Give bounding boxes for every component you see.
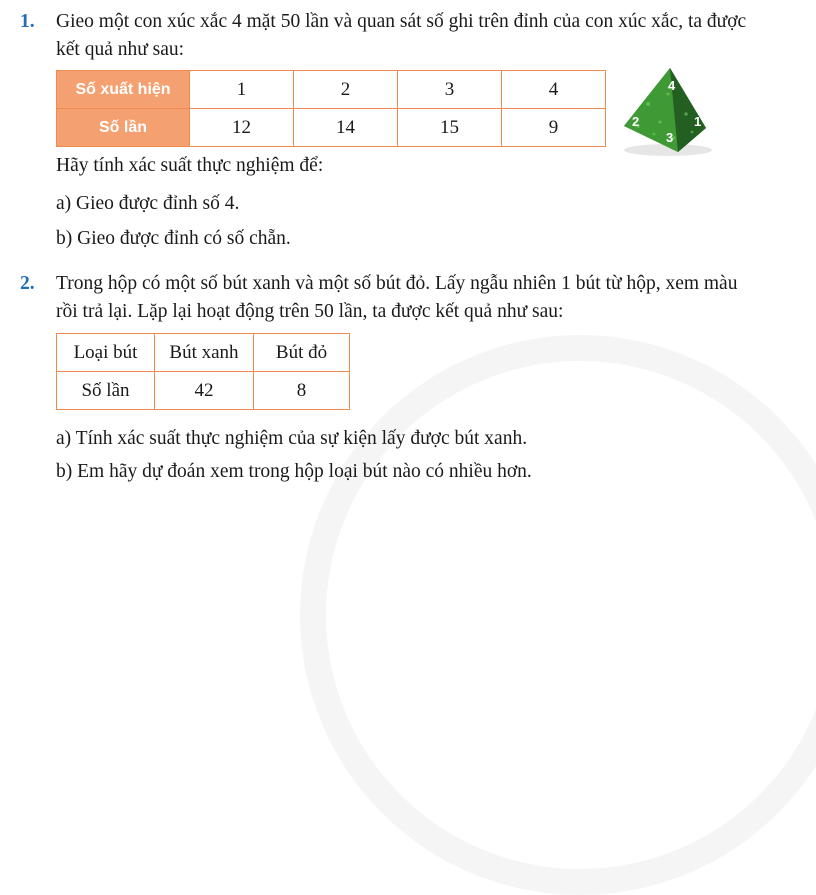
four-sided-die-icon	[608, 64, 718, 160]
problem-1-part-a: a) Gieo được đỉnh số 4.	[56, 193, 240, 214]
table-cell: 14	[294, 109, 398, 147]
table-row	[57, 71, 606, 109]
table-row	[57, 109, 606, 147]
problem-2-part-b: b) Em hãy dự đoán xem trong hộp loại bút nào có nhiều hơn.	[56, 461, 532, 482]
table-cell: Số lần	[57, 372, 155, 410]
table-row	[57, 334, 350, 372]
table-cell: 15	[398, 109, 502, 147]
die-label: 4	[668, 78, 676, 93]
problem-1	[20, 8, 796, 64]
table-header-cell: Loại bút	[57, 334, 155, 372]
dice-results-table	[56, 70, 606, 147]
problem-2-number: 2.	[20, 273, 35, 294]
problem-1-statement	[20, 8, 796, 36]
problem-2-text-line1: Trong hộp có một số bút xanh và một số bút đỏ. Lấy ngẫu nhiên 1 bút từ hộp, xem màu	[56, 273, 738, 294]
table-cell: 12	[190, 109, 294, 147]
table-row-header: Số lần	[57, 109, 190, 147]
background-watermark	[300, 335, 816, 895]
problem-2-statement	[20, 270, 796, 298]
problem-1-part-b: b) Gieo được đỉnh có số chẵn.	[56, 228, 291, 249]
problem-2	[20, 270, 796, 326]
table-header-cell: Bút xanh	[155, 334, 254, 372]
table-header-cell: Bút đỏ	[254, 334, 350, 372]
problem-2-text-line2: rồi trả lại. Lặp lại hoạt động trên 50 lần, ta được kết quả như sau:	[56, 301, 564, 322]
table-row-header: Số xuất hiện	[57, 71, 190, 109]
table-cell: 9	[502, 109, 606, 147]
problem-1-prompt: Hãy tính xác suất thực nghiệm để:	[56, 155, 324, 176]
table-cell: 4	[502, 71, 606, 109]
die-label: 3	[666, 130, 674, 145]
problem-1-text-line2: kết quả như sau:	[56, 39, 185, 60]
pen-results-table	[56, 333, 350, 410]
table-row	[57, 372, 350, 410]
die-label: 1	[694, 114, 702, 129]
problem-1-text-line1: Gieo một con xúc xắc 4 mặt 50 lần và quan sát số ghi trên đỉnh của con xúc xắc, ta được	[56, 11, 747, 32]
problem-2-part-a: a) Tính xác suất thực nghiệm của sự kiện lấy được bút xanh.	[56, 428, 528, 449]
die-label: 2	[632, 114, 640, 129]
problem-1-number: 1.	[20, 11, 35, 32]
table-cell: 3	[398, 71, 502, 109]
table-cell: 42	[155, 372, 254, 410]
table-cell: 8	[254, 372, 350, 410]
table-cell: 2	[294, 71, 398, 109]
table-cell: 1	[190, 71, 294, 109]
